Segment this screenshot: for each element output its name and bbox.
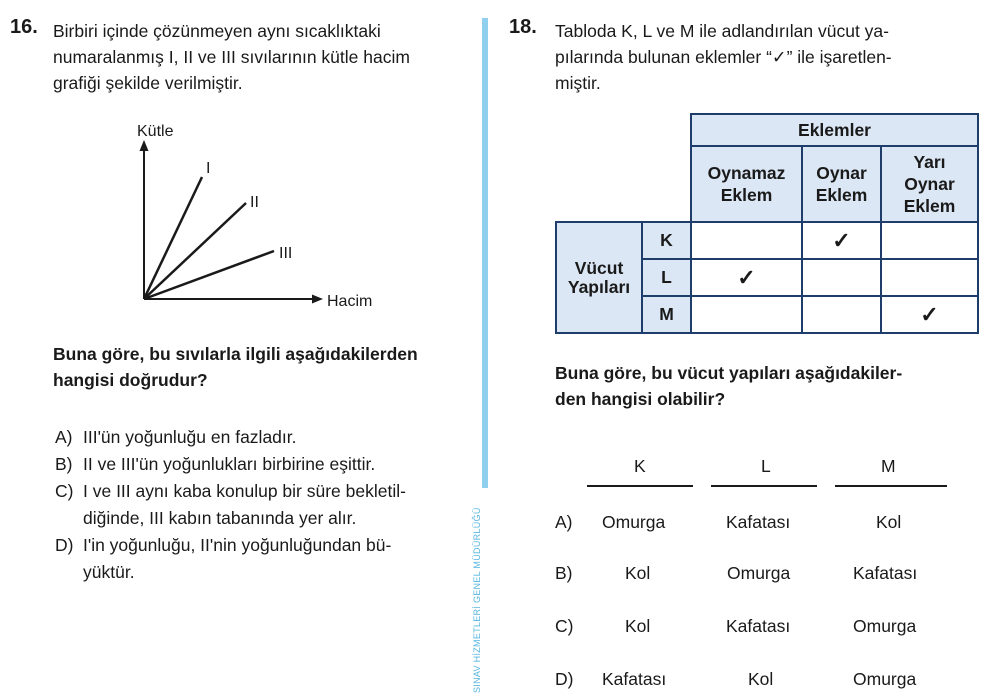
- answer-header-row: [555, 456, 955, 478]
- option-text: III'ün yoğunluğu en fazladır.: [83, 427, 297, 447]
- row-label-k: K: [642, 222, 691, 259]
- col-header-line: Oynar: [904, 174, 955, 194]
- q18-option-d[interactable]: [555, 669, 955, 693]
- row-group-line: Yapıları: [567, 276, 631, 297]
- option-value-k: Kol: [625, 616, 651, 636]
- row-group-line: Vücut: [574, 257, 624, 278]
- q16-option-a[interactable]: [55, 424, 475, 451]
- cell-l-oynamaz: ✓: [691, 259, 802, 296]
- cell-k-oynamaz: [691, 222, 802, 259]
- option-letter: B): [555, 563, 573, 583]
- col-header-line: Yarı: [913, 152, 946, 172]
- option-value-k: Omurga: [602, 512, 666, 532]
- mass-volume-graph: [120, 115, 400, 315]
- q16-options: [55, 424, 475, 586]
- col-header-oynamaz: [691, 146, 802, 222]
- row-group-vucut-yapilari: [556, 222, 642, 333]
- option-letter: A): [555, 512, 573, 532]
- cell-m-oynamaz: [691, 296, 802, 333]
- q18-stem-line: miştir.: [555, 73, 601, 93]
- col-header-line: Eklem: [815, 185, 868, 205]
- q16-stem: [53, 18, 410, 96]
- q18-option-a[interactable]: [555, 512, 955, 536]
- option-letter: C): [55, 481, 74, 501]
- row-label-l: L: [642, 259, 691, 296]
- row-label-m: M: [642, 296, 691, 333]
- line-II-label: II: [250, 194, 259, 211]
- col-header-line: Eklem: [720, 185, 773, 205]
- line-II: [144, 203, 246, 299]
- q18-stem: [555, 18, 892, 96]
- q18-option-b[interactable]: [555, 563, 955, 587]
- option-letter: C): [555, 616, 574, 636]
- column-divider: [482, 18, 488, 488]
- line-I-label: I: [206, 160, 211, 177]
- option-text: II ve III'ün yoğunlukları birbirine eşittir.: [83, 454, 376, 474]
- empty-corner: [642, 114, 691, 146]
- q16-question: [53, 341, 418, 393]
- cell-k-oynar: ✓: [802, 222, 881, 259]
- q18-stem-line: pılarında bulunan eklemler “✓” ile işaretlen-: [555, 47, 892, 67]
- col-header-yari-oynar: [881, 146, 978, 222]
- line-III-label: III: [279, 245, 293, 262]
- option-letter: D): [555, 669, 574, 689]
- option-value-m: Omurga: [853, 616, 917, 636]
- answer-header-rule-l: [711, 485, 817, 487]
- q16-stem-line: numaralanmış I, II ve III sıvılarının kütle hacim: [53, 47, 410, 67]
- cell-l-yari-oynar: [881, 259, 978, 296]
- option-text: I'in yoğunluğu, II'nin yoğunluğundan bü-: [83, 535, 392, 555]
- option-value-m: Kafatası: [853, 563, 918, 583]
- y-axis-arrow: [140, 140, 149, 151]
- q16-question-line: Buna göre, bu sıvılarla ilgili aşağıdakilerden: [53, 344, 418, 364]
- option-value-l: Omurga: [727, 563, 791, 583]
- option-value-m: Omurga: [853, 669, 917, 689]
- side-watermark-text: SINAV HİZMETLERİ GENEL MÜDÜRLÜĞÜ: [472, 507, 482, 693]
- q16-number: 16.: [10, 16, 38, 38]
- x-axis-label: Hacim: [327, 293, 373, 310]
- y-axis-label: Kütle: [137, 123, 174, 140]
- q18-question-line: Buna göre, bu vücut yapıları aşağıdakiler-: [555, 363, 903, 383]
- option-value-l: Kafatası: [726, 512, 791, 532]
- q18-question-line: den hangisi olabilir?: [555, 389, 726, 409]
- table-header-eklemler: Eklemler: [691, 114, 978, 146]
- answer-header-rule-k: [587, 485, 693, 487]
- option-value-k: Kafatası: [602, 669, 667, 689]
- option-text: yüktür.: [83, 562, 135, 582]
- x-axis-arrow: [312, 295, 323, 304]
- cell-k-yari-oynar: [881, 222, 978, 259]
- q16-option-c[interactable]: [55, 478, 475, 532]
- option-text: diğinde, III kabın tabanında yer alır.: [83, 508, 357, 528]
- cell-m-oynar: [802, 296, 881, 333]
- q18-option-c[interactable]: [555, 616, 955, 640]
- option-letter: B): [55, 454, 73, 474]
- cell-m-yari-oynar: ✓: [881, 296, 978, 333]
- q18-stem-line: Tabloda K, L ve M ile adlandırılan vücut ya-: [555, 21, 889, 41]
- col-header-line: Oynar: [816, 163, 867, 183]
- q18-number: 18.: [509, 16, 537, 38]
- col-header-oynar: [802, 146, 881, 222]
- q16-stem-line: Birbiri içinde çözünmeyen aynı sıcaklıktaki: [53, 21, 381, 41]
- answer-header-k: K: [634, 456, 646, 476]
- joints-table: [555, 113, 979, 334]
- answer-header-m: M: [881, 456, 896, 476]
- option-value-l: Kol: [748, 669, 774, 689]
- col-header-line: Oynamaz: [707, 163, 786, 183]
- q16-question-line: hangisi doğrudur?: [53, 370, 208, 390]
- col-header-line: Eklem: [903, 196, 956, 216]
- option-value-m: Kol: [876, 512, 902, 532]
- q18-question: [555, 360, 902, 412]
- option-value-k: Kol: [625, 563, 651, 583]
- option-letter: D): [55, 535, 74, 555]
- q16-option-b[interactable]: [55, 451, 475, 478]
- answer-header-rule-m: [835, 485, 947, 487]
- empty-corner: [556, 114, 642, 146]
- q16-stem-line: grafiği şekilde verilmiştir.: [53, 73, 243, 93]
- empty-corner: [642, 146, 691, 222]
- answer-header-l: L: [761, 456, 771, 476]
- empty-corner: [556, 146, 642, 222]
- option-letter: A): [55, 427, 73, 447]
- q16-option-d[interactable]: [55, 532, 475, 586]
- option-text: I ve III aynı kaba konulup bir süre bekletil-: [83, 481, 406, 501]
- option-value-l: Kafatası: [726, 616, 791, 636]
- cell-l-oynar: [802, 259, 881, 296]
